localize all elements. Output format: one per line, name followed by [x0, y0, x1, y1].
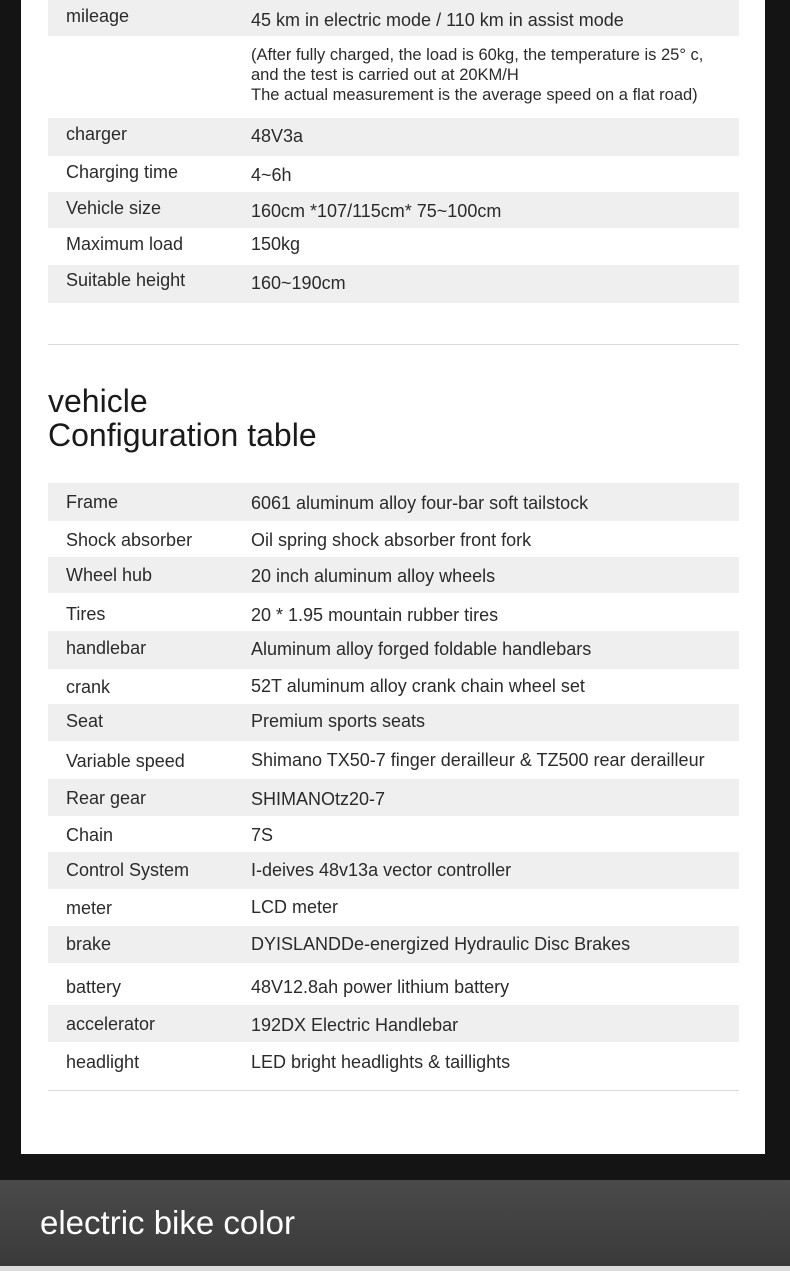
config-value: Premium sports seats — [251, 711, 426, 731]
config-label: Wheel hub — [66, 565, 153, 585]
config-row — [48, 779, 739, 816]
config-label: Shock absorber — [66, 530, 193, 550]
config-value: 52T aluminum alloy crank chain wheel set — [251, 676, 585, 696]
section-divider — [48, 344, 739, 345]
config-row — [48, 963, 739, 1005]
config-row — [48, 816, 739, 852]
config-row — [48, 852, 739, 889]
spec-label: Suitable height — [66, 270, 186, 290]
config-label: battery — [66, 977, 122, 997]
spec-label: Vehicle size — [66, 198, 162, 218]
config-label: Control System — [66, 860, 190, 880]
mileage-note-line: and the test is carried out at 20KM/H — [251, 66, 519, 84]
config-row — [48, 483, 739, 521]
config-row — [48, 631, 739, 669]
config-value: 6061 aluminum alloy four-bar soft tailstock — [251, 493, 589, 513]
config-row — [48, 889, 739, 926]
config-value: LCD meter — [251, 897, 339, 917]
config-label: crank — [66, 677, 111, 697]
spec-value: 160~190cm — [251, 273, 346, 293]
mileage-note-line: The actual measurement is the average speed on a flat road) — [251, 86, 698, 104]
config-label: headlight — [66, 1052, 140, 1072]
config-label: brake — [66, 934, 112, 954]
config-label: handlebar — [66, 638, 147, 658]
config-value: DYISLANDDe-energized Hydraulic Disc Brakes — [251, 934, 631, 954]
spec-label: Charging time — [66, 162, 179, 182]
config-value: LED bright headlights & taillights — [251, 1052, 511, 1072]
config-row — [48, 741, 739, 779]
config-row — [48, 669, 739, 704]
heading-line: Configuration table — [48, 417, 317, 453]
spec-value: 160cm *107/115cm* 75~100cm — [251, 201, 502, 221]
spec-label: mileage — [66, 6, 130, 26]
spec-value: 150kg — [251, 234, 301, 254]
spec-row — [48, 265, 739, 303]
config-value: 48V12.8ah power lithium battery — [251, 977, 510, 997]
spec-row — [48, 118, 739, 156]
mileage-note — [251, 45, 741, 105]
config-row — [48, 704, 739, 741]
spec-row — [48, 156, 739, 192]
config-value: Oil spring shock absorber front fork — [251, 530, 532, 550]
bottom-strip — [0, 1266, 790, 1271]
color-section-banner — [0, 1180, 790, 1266]
spec-value: 4~6h — [251, 165, 292, 185]
config-row — [48, 557, 739, 593]
spec-row — [48, 192, 739, 228]
config-label: accelerator — [66, 1014, 156, 1034]
mileage-note-line: (After fully charged, the load is 60kg, the temperature is 25° c, — [251, 46, 704, 64]
spec-row-mileage — [48, 0, 739, 36]
config-value: 20 inch aluminum alloy wheels — [251, 566, 496, 586]
config-heading — [48, 384, 317, 452]
config-label: Variable speed — [66, 751, 185, 771]
config-label: Tires — [66, 604, 106, 624]
config-row — [48, 593, 739, 631]
config-value: 7S — [251, 825, 274, 845]
config-label: Seat — [66, 711, 104, 731]
spec-label: Maximum load — [66, 234, 184, 254]
config-row — [48, 521, 739, 557]
config-value: Shimano TX50-7 finger derailleur & TZ500 rear derailleur — [251, 750, 705, 770]
spec-value: 45 km in electric mode / 110 km in assist mode — [251, 10, 624, 30]
config-value: I-deives 48v13a vector controller — [251, 860, 512, 880]
config-value: 192DX Electric Handlebar — [251, 1015, 459, 1035]
spec-row — [48, 228, 739, 265]
config-label: meter — [66, 898, 113, 918]
config-value: SHIMANOtz20-7 — [251, 789, 386, 809]
color-section-title: electric bike color — [40, 1204, 295, 1241]
spec-label: charger — [66, 124, 128, 144]
heading-line: vehicle — [48, 383, 148, 419]
config-label: Rear gear — [66, 788, 147, 808]
spec-value: 48V3a — [251, 126, 304, 146]
config-row — [48, 1042, 739, 1082]
spec-card — [21, 0, 765, 1154]
config-label: Frame — [66, 492, 119, 512]
config-label: Chain — [66, 825, 114, 845]
config-value: Aluminum alloy forged foldable handlebars — [251, 639, 592, 659]
config-row — [48, 926, 739, 963]
config-row — [48, 1005, 739, 1042]
table-bottom-divider — [48, 1090, 739, 1091]
config-value: 20 * 1.95 mountain rubber tires — [251, 605, 499, 625]
